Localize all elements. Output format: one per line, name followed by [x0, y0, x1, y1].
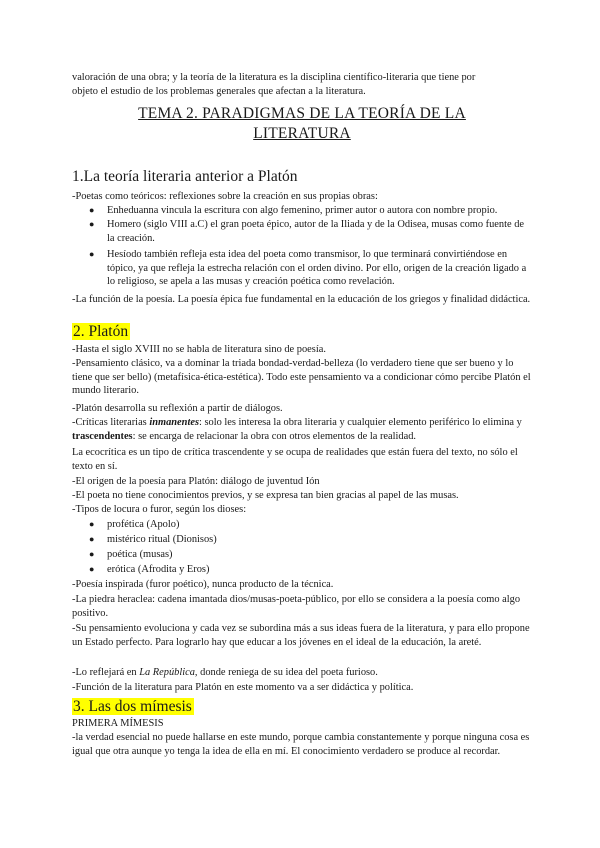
sec2-paragraph-4: [72, 416, 532, 443]
bullet-dot-icon: ●: [89, 549, 95, 559]
critica-prefix: -Críticas literarias: [72, 417, 150, 428]
section-3-heading-text: 3. Las dos mímesis: [73, 698, 192, 715]
sec1-bullet-1: Enheduanna vincula la escritura con algo femenino, primer autor o autora con nombre propio.: [107, 205, 498, 216]
tema-title-line-2: LITERATURA: [253, 125, 351, 142]
sec2-paragraph-5: La ecocrítica es un tipo de crítica trascendente y se ocupa de realidades que están fuera del texto, no sólo el texto en sí.: [72, 447, 518, 472]
sec2-paragraph-9: -Poesía inspirada (furor poético), nunca producto de la técnica.: [72, 579, 334, 590]
tema-title: [72, 104, 532, 144]
term-inmanentes: inmanentes: [149, 417, 199, 428]
locura-item-3: poética (musas): [107, 549, 173, 560]
republica-prefix: -Lo reflejará en: [72, 667, 140, 678]
sec3-paragraph-1: -la verdad esencial no puede hallarse en este mundo, porque cambia constantemente y porque ninguna cosa es igual que otra aunque yo tenga la idea de ella en mí. El conocimiento verdadero se produce al recordar.: [72, 732, 530, 757]
sec1-bullet-2: Homero (siglo VIII a.C) el gran poeta épico, autor de la Iliada y de la Odisea, musas como fuente de la creación.: [107, 219, 525, 244]
sec2-paragraph-1: -Hasta el siglo XVIII no se habla de literatura sino de poesía.: [72, 344, 326, 355]
critica-suffix: : se encarga de relacionar la obra con otros elementos de la realidad.: [132, 430, 417, 442]
section-2-heading: [72, 322, 130, 341]
intro-line-1: valoración de una obra; y la teoría de la literatura es la disciplina científico-literaria que tiene por: [72, 72, 476, 83]
sec2-paragraph-12: [72, 666, 532, 680]
republica-suffix: , donde reniega de su idea del poeta furioso.: [194, 667, 378, 678]
intro-line-2: objeto el estudio de los problemas generales que afectan a la literatura.: [72, 85, 366, 97]
intro-paragraph: [72, 71, 532, 98]
sec2-paragraph-10: -La piedra heraclea: cadena imantada dios/musas-poeta-público, por ello se considera a la poesía como algo positivo.: [72, 594, 521, 619]
sec2-paragraph-3: -Platón desarrolla su reflexión a partir de diálogos.: [72, 403, 283, 414]
subheading-primera-mimesis: PRIMERA MÍMESIS: [72, 718, 164, 729]
sec1-paragraph-1: -Poetas como teóricos: reflexiones sobre la creación en sus propias obras:: [72, 191, 378, 202]
bullet-dot-icon: ●: [89, 205, 95, 215]
sec1-paragraph-2: -La función de la poesía. La poesía épica fue fundamental en la educación de los griegos y finalidad didáctica.: [72, 294, 531, 305]
sec2-paragraph-8: -Tipos de locura o furor, según los dioses:: [72, 504, 247, 515]
sec2-paragraph-11: -Su pensamiento evoluciona y cada vez se subordina más a sus ideas fuera de la literatura, y para ello propone un Estado perfecto. Para lograrlo hay que educar a los jóvenes en el ideal de la educación, la areté.: [72, 623, 530, 648]
tema-title-line-1: TEMA 2. PARADIGMAS DE LA TEORÍA DE LA: [138, 105, 466, 122]
bullet-dot-icon: ●: [89, 564, 95, 574]
sec2-paragraph-2: -Pensamiento clásico, va a dominar la triada bondad-verdad-belleza (lo verdadero tiene que ser bueno y lo tiene que ser bello) (metafísica-ética-estética). Todo este pensamiento va a condicionar cómo percibe Platón el mundo literario.: [72, 358, 531, 397]
sec2-paragraph-7: -El poeta no tiene conocimientos previos, y se expresa tan bien gracias al papel de las musas.: [72, 490, 459, 501]
sec2-paragraph-6: -El origen de la poesía para Platón: diálogo de juventud Ión: [72, 476, 320, 487]
sec1-bullet-3: Hesíodo también refleja esta idea del poeta como transmisor, lo que terminará convirtiéndose en tópico, ya que refleja la estrecha relación con el orden divino. Por ello, origen de la creación ligado a lo religioso, se apela a las musas y creación poética como revelación.: [107, 249, 527, 288]
locura-item-2: mistérico ritual (Dionisos): [107, 534, 217, 545]
section-1-heading: 1.La teoría literaria anterior a Platón: [72, 168, 298, 185]
critica-middle: : solo les interesa la obra literaria y cualquier elemento periférico lo elimina y: [198, 417, 522, 428]
locura-item-4: erótica (Afrodita y Eros): [107, 564, 210, 575]
section-2-heading-text: 2. Platón: [73, 323, 129, 340]
locura-item-1: profética (Apolo): [107, 519, 180, 530]
bullet-dot-icon: ●: [89, 534, 95, 544]
bullet-dot-icon: ●: [89, 249, 95, 259]
bullet-dot-icon: ●: [89, 519, 95, 529]
work-title-la-republica: La República: [139, 667, 195, 678]
bullet-dot-icon: ●: [89, 219, 95, 229]
sec2-paragraph-13: -Función de la literatura para Platón en este momento va a ser didáctica y política.: [72, 682, 414, 693]
term-trascendentes: trascendentes: [72, 430, 133, 442]
section-3-heading: [72, 697, 194, 716]
